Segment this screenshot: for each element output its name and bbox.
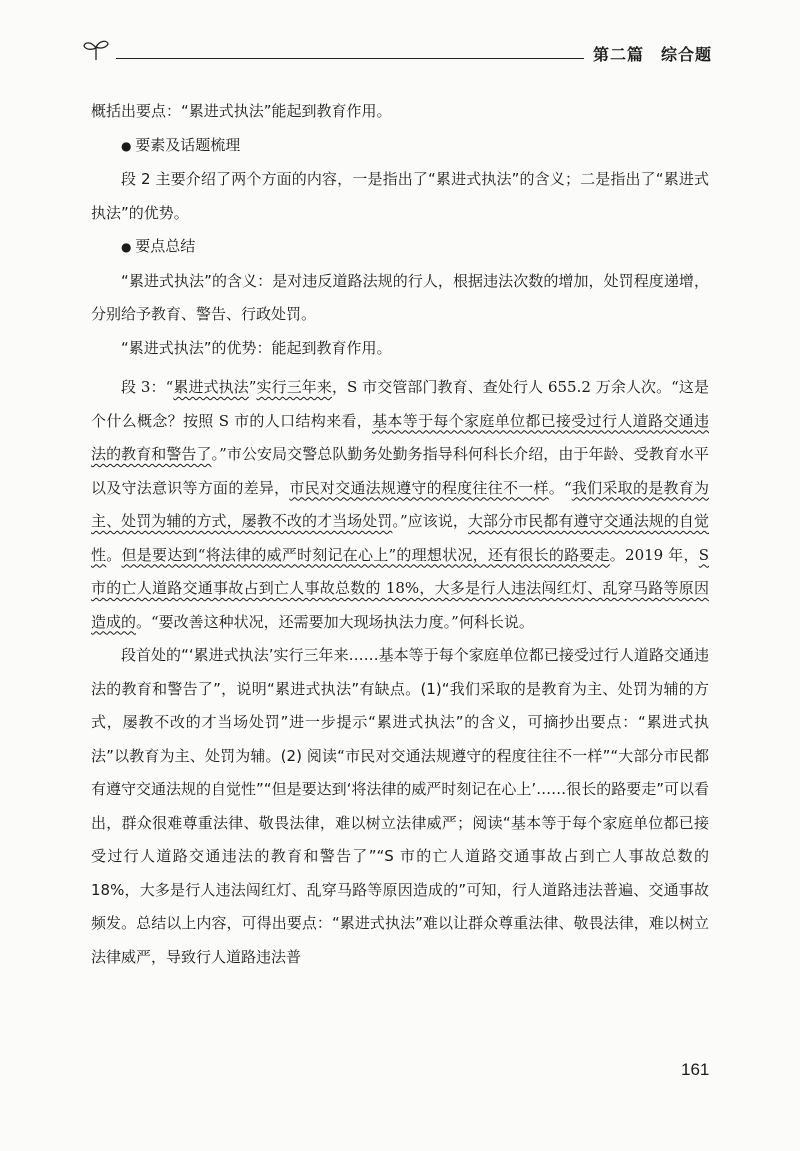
text-segment: 。“要改善这种状况，还需要加大现场执法力度。”何科长说。 — [136, 612, 534, 631]
bullet-summary: ● 要点总结 — [91, 230, 709, 265]
paragraph-1: 概括出要点：“累进式执法”能起到教育作用。 — [91, 102, 392, 120]
text-segment: 段 3：“ — [121, 378, 174, 396]
underlined-segment: 但是要达到“将法律的威严时刻记在心上”的理想状况，还有很长的路要走 — [121, 545, 610, 564]
page-number: 161 — [681, 1060, 710, 1079]
sprout-icon — [82, 36, 110, 62]
running-header — [72, 30, 712, 70]
paragraph-3: “累进式执法”的含义：是对违反道路法规的行人，根据违法次数的增加，处罚程度递增，分别给予教育、警告、行政处罚。 — [91, 271, 709, 323]
underlined-segment: 累进式执法 — [173, 378, 249, 396]
underlined-segment: 实行三年来 — [256, 378, 332, 396]
text-segment: 。”应该说， — [392, 512, 468, 530]
text-segment: ，S 市交管部门教育、查处行人 655.2 万余人次。“这是个什么概念？按照 S 市的人口结构来看， — [91, 378, 709, 430]
underlined-segment: 我们采取的是教育为主、处罚为辅的方式，屡教不改的才当场处罚 — [91, 478, 709, 530]
paragraph-analysis: 段首处的“‘累进式执法’实行三年来……基本等于每个家庭单位都已接受过行人道路交通违法的教育和警告了”，说明“累进式执法”有缺点。(1)“我们采取的是教育为主、处罚为辅的方式，屡教不改的才当场处罚”进一步提示“累进式执法”的含义，可摘抄出要点：“累进式执法”以教育为主、处罚为辅。(2) 阅读“市民对交通法规遵守的程度往往不一样”“大部分市民都有遵守交通法规的自觉性”“但是要达到‘将法律的威严时刻记在心上’……很长的路要走”可以看出，群众很难尊重法律、敬畏法律，难以树立法律威严；阅读“基本等于每个家庭单位都已接受过行人道路交通违法的教育和警告了”“S 市的亡人道路交通事故占到亡人事故总数的 18%，大多是行人违法闯红灯、乱穿马路等原因造成的”可知，行人道路违法普遍、交通事故频发。总结以上内容，可得出要点：“累进式执法”难以让群众尊重法律、敬畏法律，难以树立法律威严，导致行人道路违法普 — [91, 646, 709, 966]
page-body — [91, 95, 709, 974]
chapter-title: 第二篇 综合题 — [592, 45, 712, 64]
header-rule — [116, 58, 584, 59]
text-segment: 。“ — [548, 478, 572, 497]
underlined-segment: S 市的亡人道路交通事故占到亡人事故总数的 18%，大多是行人违法闯红灯、乱穿马路等原因造成的 — [91, 545, 709, 631]
bullet-elements-topics: ● 要素及话题梳理 — [91, 129, 709, 164]
underlined-segment: 基本等于每个家庭单位都已接受过行人道路交通违法的教育和警告了 — [91, 411, 709, 463]
text-segment: ” — [248, 378, 257, 396]
paragraph-4: “累进式执法”的优势：能起到教育作用。 — [121, 338, 392, 357]
paragraph-section-3 — [91, 371, 709, 639]
underlined-segment: 市民对交通法规遵守的程度往往不一样 — [289, 478, 549, 497]
paragraph-2: 段 2 主要介绍了两个方面的内容，一是指出了“累进式执法”的含义；二是指出了“累进式执法”的优势。 — [91, 170, 709, 222]
text-segment: 。”市公安局交警总队勤务处勤务指导科何科长介绍，由于年龄、受教育水平以及守法意识等方面的差异， — [91, 445, 709, 497]
text-segment: 。2019 年， — [609, 545, 699, 564]
underlined-segment: 大部分市民都有遵守交通法规的自觉性 — [91, 512, 709, 564]
text-segment: 。 — [106, 545, 122, 564]
